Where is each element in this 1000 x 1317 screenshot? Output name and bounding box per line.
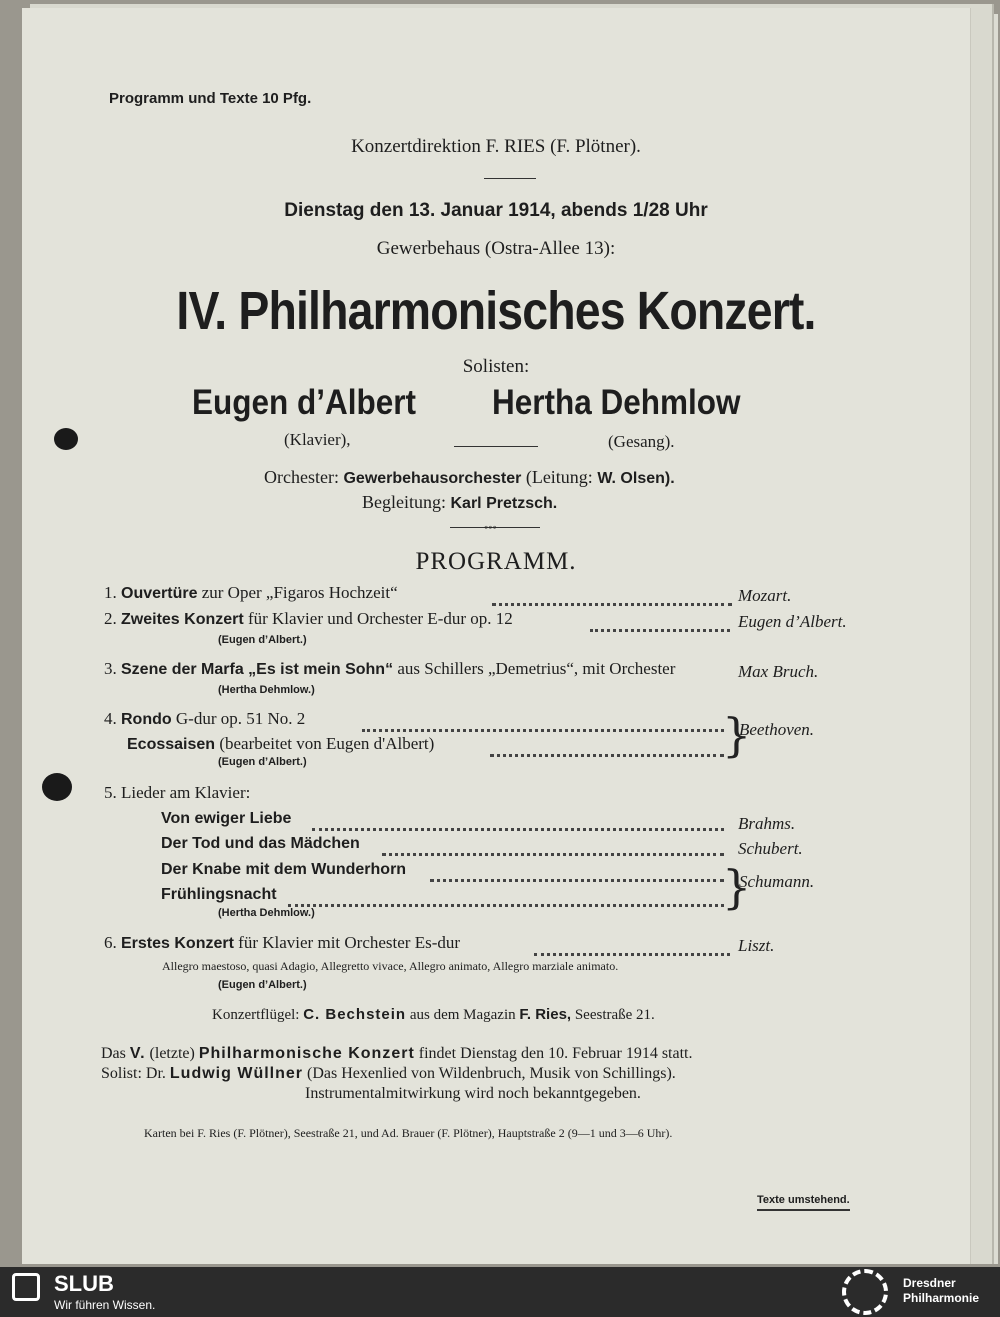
text: (letzte) (149, 1045, 195, 1062)
program-item-1 (104, 583, 398, 603)
punch-hole (54, 428, 78, 450)
brace: } (722, 708, 752, 762)
composer: Beethoven. (739, 720, 815, 739)
begleitung-line (362, 492, 557, 513)
leader-dots (288, 904, 724, 907)
performer: (Hertha Dehmlow.) (218, 684, 315, 696)
item-title: Rondo (121, 711, 172, 728)
next-concert-title: Philharmonische Konzert (198, 1045, 415, 1062)
item-title: Szene der Marfa „Es ist mein Sohn“ (121, 661, 394, 678)
philharmonie-line-2: Philharmonie (903, 1291, 980, 1305)
next-concert-line (101, 1045, 692, 1063)
concert-direction: Konzertdirektion F. RIES (F. Plötner). (351, 136, 641, 157)
price-note: Programm und Texte 10 Pfg. (109, 90, 312, 107)
composer: Schubert. (738, 839, 803, 858)
item-number: 3. (104, 659, 117, 678)
leader-dots (312, 828, 724, 831)
item-number: 6. (104, 933, 117, 952)
song-title: Der Knabe mit dem Wunderhorn (161, 861, 407, 878)
composer: Liszt. (738, 936, 775, 955)
piano-note (212, 1006, 655, 1024)
item-title: Zweites Konzert (121, 611, 244, 628)
item-detail: aus Schillers „Demetrius“, mit Orchester (397, 659, 676, 678)
orchestra-line (264, 467, 675, 488)
address: Seestraße 21. (574, 1007, 655, 1023)
text: V. (129, 1045, 146, 1062)
item-number: 2. (104, 609, 117, 628)
leader-dots (362, 729, 724, 732)
item-number: 1. (104, 583, 117, 602)
song-title: Der Tod und das Mädchen (161, 835, 360, 852)
leitung-name: W. Olsen). (597, 470, 675, 487)
brace: } (722, 860, 752, 914)
instrumental-note: Instrumentalmitwirkung wird noch bekanntgegeben. (305, 1085, 641, 1102)
performer: (Eugen d’Albert.) (218, 634, 307, 646)
label: Solist: (101, 1065, 142, 1082)
soloist-2: Hertha Dehmlow (492, 383, 741, 422)
item-number: 5. (104, 783, 117, 802)
leader-dots (492, 603, 732, 606)
punch-hole (42, 773, 72, 801)
program-item-4 (104, 709, 305, 729)
ticket-note: Karten bei F. Ries (F. Plötner), Seestraße 21, und Ad. Brauer (F. Plötner), Hauptstraße 2 (9—1 und 3—6 Uhr). (144, 1126, 673, 1140)
leader-dots (382, 853, 724, 856)
shop: F. Ries, (519, 1006, 572, 1023)
song-title: Frühlingsnacht (161, 886, 277, 903)
leader-dots (490, 754, 724, 757)
soloists-label: Solisten: (462, 356, 530, 377)
slub-logo[interactable]: SLUB (54, 1271, 114, 1296)
divider (454, 446, 538, 447)
soloist-1-role: (Klavier), (284, 430, 351, 449)
item-number: 4. (104, 709, 117, 728)
program-item-5 (104, 783, 250, 803)
leader-dots (590, 629, 730, 632)
leitung-label: (Leitung: (525, 467, 593, 487)
orchestra-label: Orchester: (264, 467, 339, 487)
philharmonie-line-1[interactable]: Dresdner (903, 1276, 956, 1290)
item-detail: Lieder am Klavier: (121, 783, 251, 802)
texts-overleaf: Texte umstehend. (757, 1194, 850, 1211)
venue: Gewerbehaus (Ostra-Allee 13): (376, 238, 616, 259)
performer: (Hertha Dehmlow.) (218, 907, 315, 919)
text: aus dem Magazin (409, 1007, 516, 1023)
item-title: Ouvertüre (121, 585, 198, 602)
program-item-6 (104, 933, 460, 953)
program-item-2 (104, 609, 513, 629)
text: findet Dienstag den 10. Februar 1914 statt. (418, 1045, 693, 1062)
ornament: ◦◦◦ (484, 520, 497, 534)
item-detail: für Klavier mit Orchester Es-dur (238, 933, 461, 952)
soloist-1: Eugen d’Albert (192, 383, 417, 422)
slub-tagline: Wir führen Wissen. (54, 1298, 156, 1312)
label: Konzertflügel: (212, 1007, 300, 1023)
text: Das (101, 1045, 126, 1062)
soloist-name: Ludwig Wüllner (169, 1065, 303, 1082)
text: Dr. (145, 1065, 166, 1082)
program-item-4b (127, 734, 434, 754)
leader-dots (534, 953, 730, 956)
composer: Brahms. (738, 814, 796, 833)
performer: (Eugen d’Albert.) (218, 979, 307, 991)
leader-dots (430, 879, 724, 882)
soloist-line (101, 1065, 676, 1083)
item-detail: für Klavier und Orchester E-dur op. 12 (247, 609, 513, 628)
performer: (Eugen d’Albert.) (218, 756, 307, 768)
program-item-3 (104, 659, 675, 679)
divider (484, 178, 536, 179)
program-heading: PROGRAMM. (415, 548, 577, 575)
piano-brand: C. Bechstein (303, 1006, 407, 1023)
begleitung-label: Begleitung: (362, 492, 446, 512)
program-page (22, 8, 970, 1264)
begleitung-name: Karl Pretzsch. (450, 495, 558, 512)
item-detail: G-dur op. 51 No. 2 (175, 709, 306, 728)
concert-date: Dienstag den 13. Januar 1914, abends 1/28 Uhr (284, 200, 708, 221)
item-detail: (bearbeitet von Eugen d'Albert) (219, 734, 435, 753)
slub-logo-icon (12, 1273, 40, 1301)
item-title: Ecossaisen (127, 736, 216, 753)
item-detail: zur Oper „Figaros Hochzeit“ (201, 583, 398, 602)
footer-bar (0, 1267, 1000, 1317)
composer: Schumann. (739, 872, 815, 891)
song-title: Von ewiger Liebe (161, 810, 292, 827)
item-title: Erstes Konzert (121, 935, 234, 952)
soloist-2-role: (Gesang). (608, 432, 675, 451)
movements: Allegro maestoso, quasi Adagio, Allegretto vivace, Allegro animato, Allegro marziale animato. (162, 959, 619, 973)
composer: Mozart. (738, 586, 792, 605)
composer: Eugen d’Albert. (738, 612, 847, 631)
orchestra-name: Gewerbehausorchester (343, 470, 522, 487)
philharmonie-logo-icon (842, 1269, 888, 1315)
text: (Das Hexenlied von Wildenbruch, Musik von Schillings). (307, 1065, 676, 1082)
concert-title: IV. Philharmonisches Konzert. (176, 281, 816, 341)
composer: Max Bruch. (738, 662, 819, 681)
